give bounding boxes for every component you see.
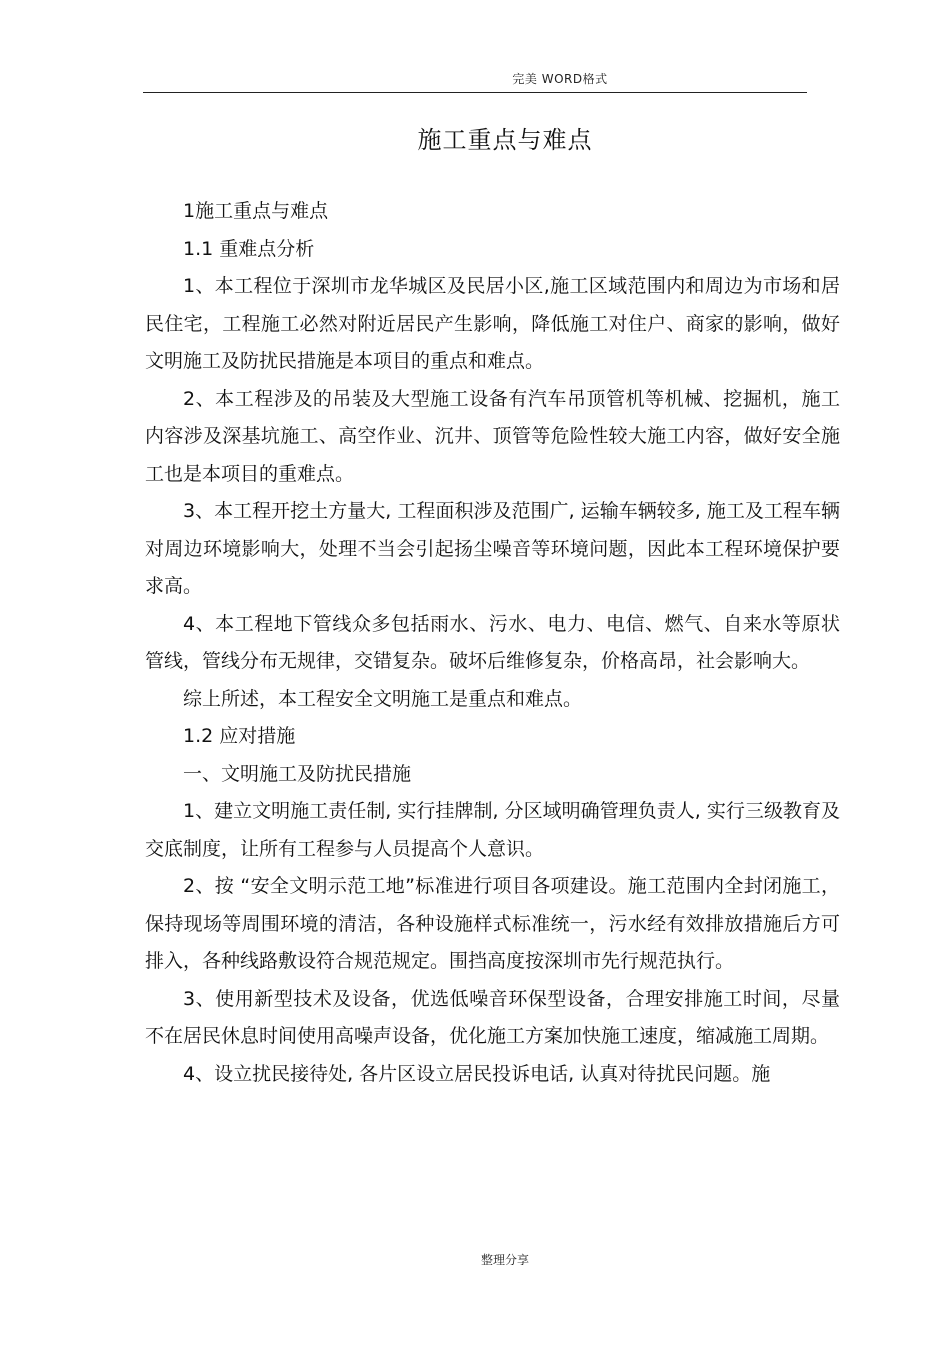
document-title: 施工重点与难点 [417,126,593,154]
subsection-heading-1-1: 1.1 重难点分析 [183,237,315,260]
page-header: 完美 WORD格式 [512,72,608,86]
document-body [145,193,840,1093]
section-heading-1: 1施工重点与难点 [183,200,329,222]
paragraph-4: 4、本工程地下管线众多包括雨水、污水、电力、电信、燃气、自来水等原状管线，管线分布无规律，交错复杂。破坏后维修复杂，价格高昂，社会影响大。 [145,612,840,672]
measure-paragraph-1: 1、建立文明施工责任制, 实行挂牌制, 分区域明确管理负责人, 实行三级教育及交底制度，让所有工程参与人员提高个人意识。 [145,800,840,860]
paragraph-2: 2、本工程涉及的吊装及大型施工设备有汽车吊顶管机等机械、挖掘机，施工内容涉及深基坑施工、高空作业、沉井、顶管等危险性较大施工内容，做好安全施工也是本项目的重难点。 [145,387,840,485]
measure-heading-1: 一、文明施工及防扰民措施 [183,762,412,785]
measure-paragraph-2: 2、按 “安全文明示范工地”标准进行项目各项建设。施工范围内全封闭施工，保持现场等周围环境的清洁，各种设施样式标准统一，污水经有效排放措施后方可排入，各种线路敷设符合规范规定。围挡高度按深圳市先行规范执行。 [145,875,840,972]
paragraph-1: 1、本工程位于深圳市龙华城区及民居小区,施工区域范围内和周边为市场和居民住宅，工程施工必然对附近居民产生影响，降低施工对住户、商家的影响，做好文明施工及防扰民措施是本项目的重点和难点。 [145,275,840,372]
paragraph-3: 3、本工程开挖土方量大, 工程面积涉及范围广, 运输车辆较多, 施工及工程车辆对周边环境影响大，处理不当会引起扬尘噪音等环境问题，因此本工程环境保护要求高。 [145,500,840,597]
measure-paragraph-3: 3、使用新型技术及设备，优选低噪音环保型设备，合理安排施工时间，尽量不在居民休息时间使用高噪声设备，优化施工方案加快施工速度，缩减施工周期。 [145,987,840,1047]
measure-paragraph-4: 4、设立扰民接待处, 各片区设立居民投诉电话, 认真对待扰民问题。施 [183,1062,771,1085]
subsection-heading-1-2: 1.2 应对措施 [183,725,296,747]
summary-paragraph: 综上所述，本工程安全文明施工是重点和难点。 [183,687,583,710]
page-footer: 整理分享 [480,1253,529,1267]
header-divider [143,92,807,93]
